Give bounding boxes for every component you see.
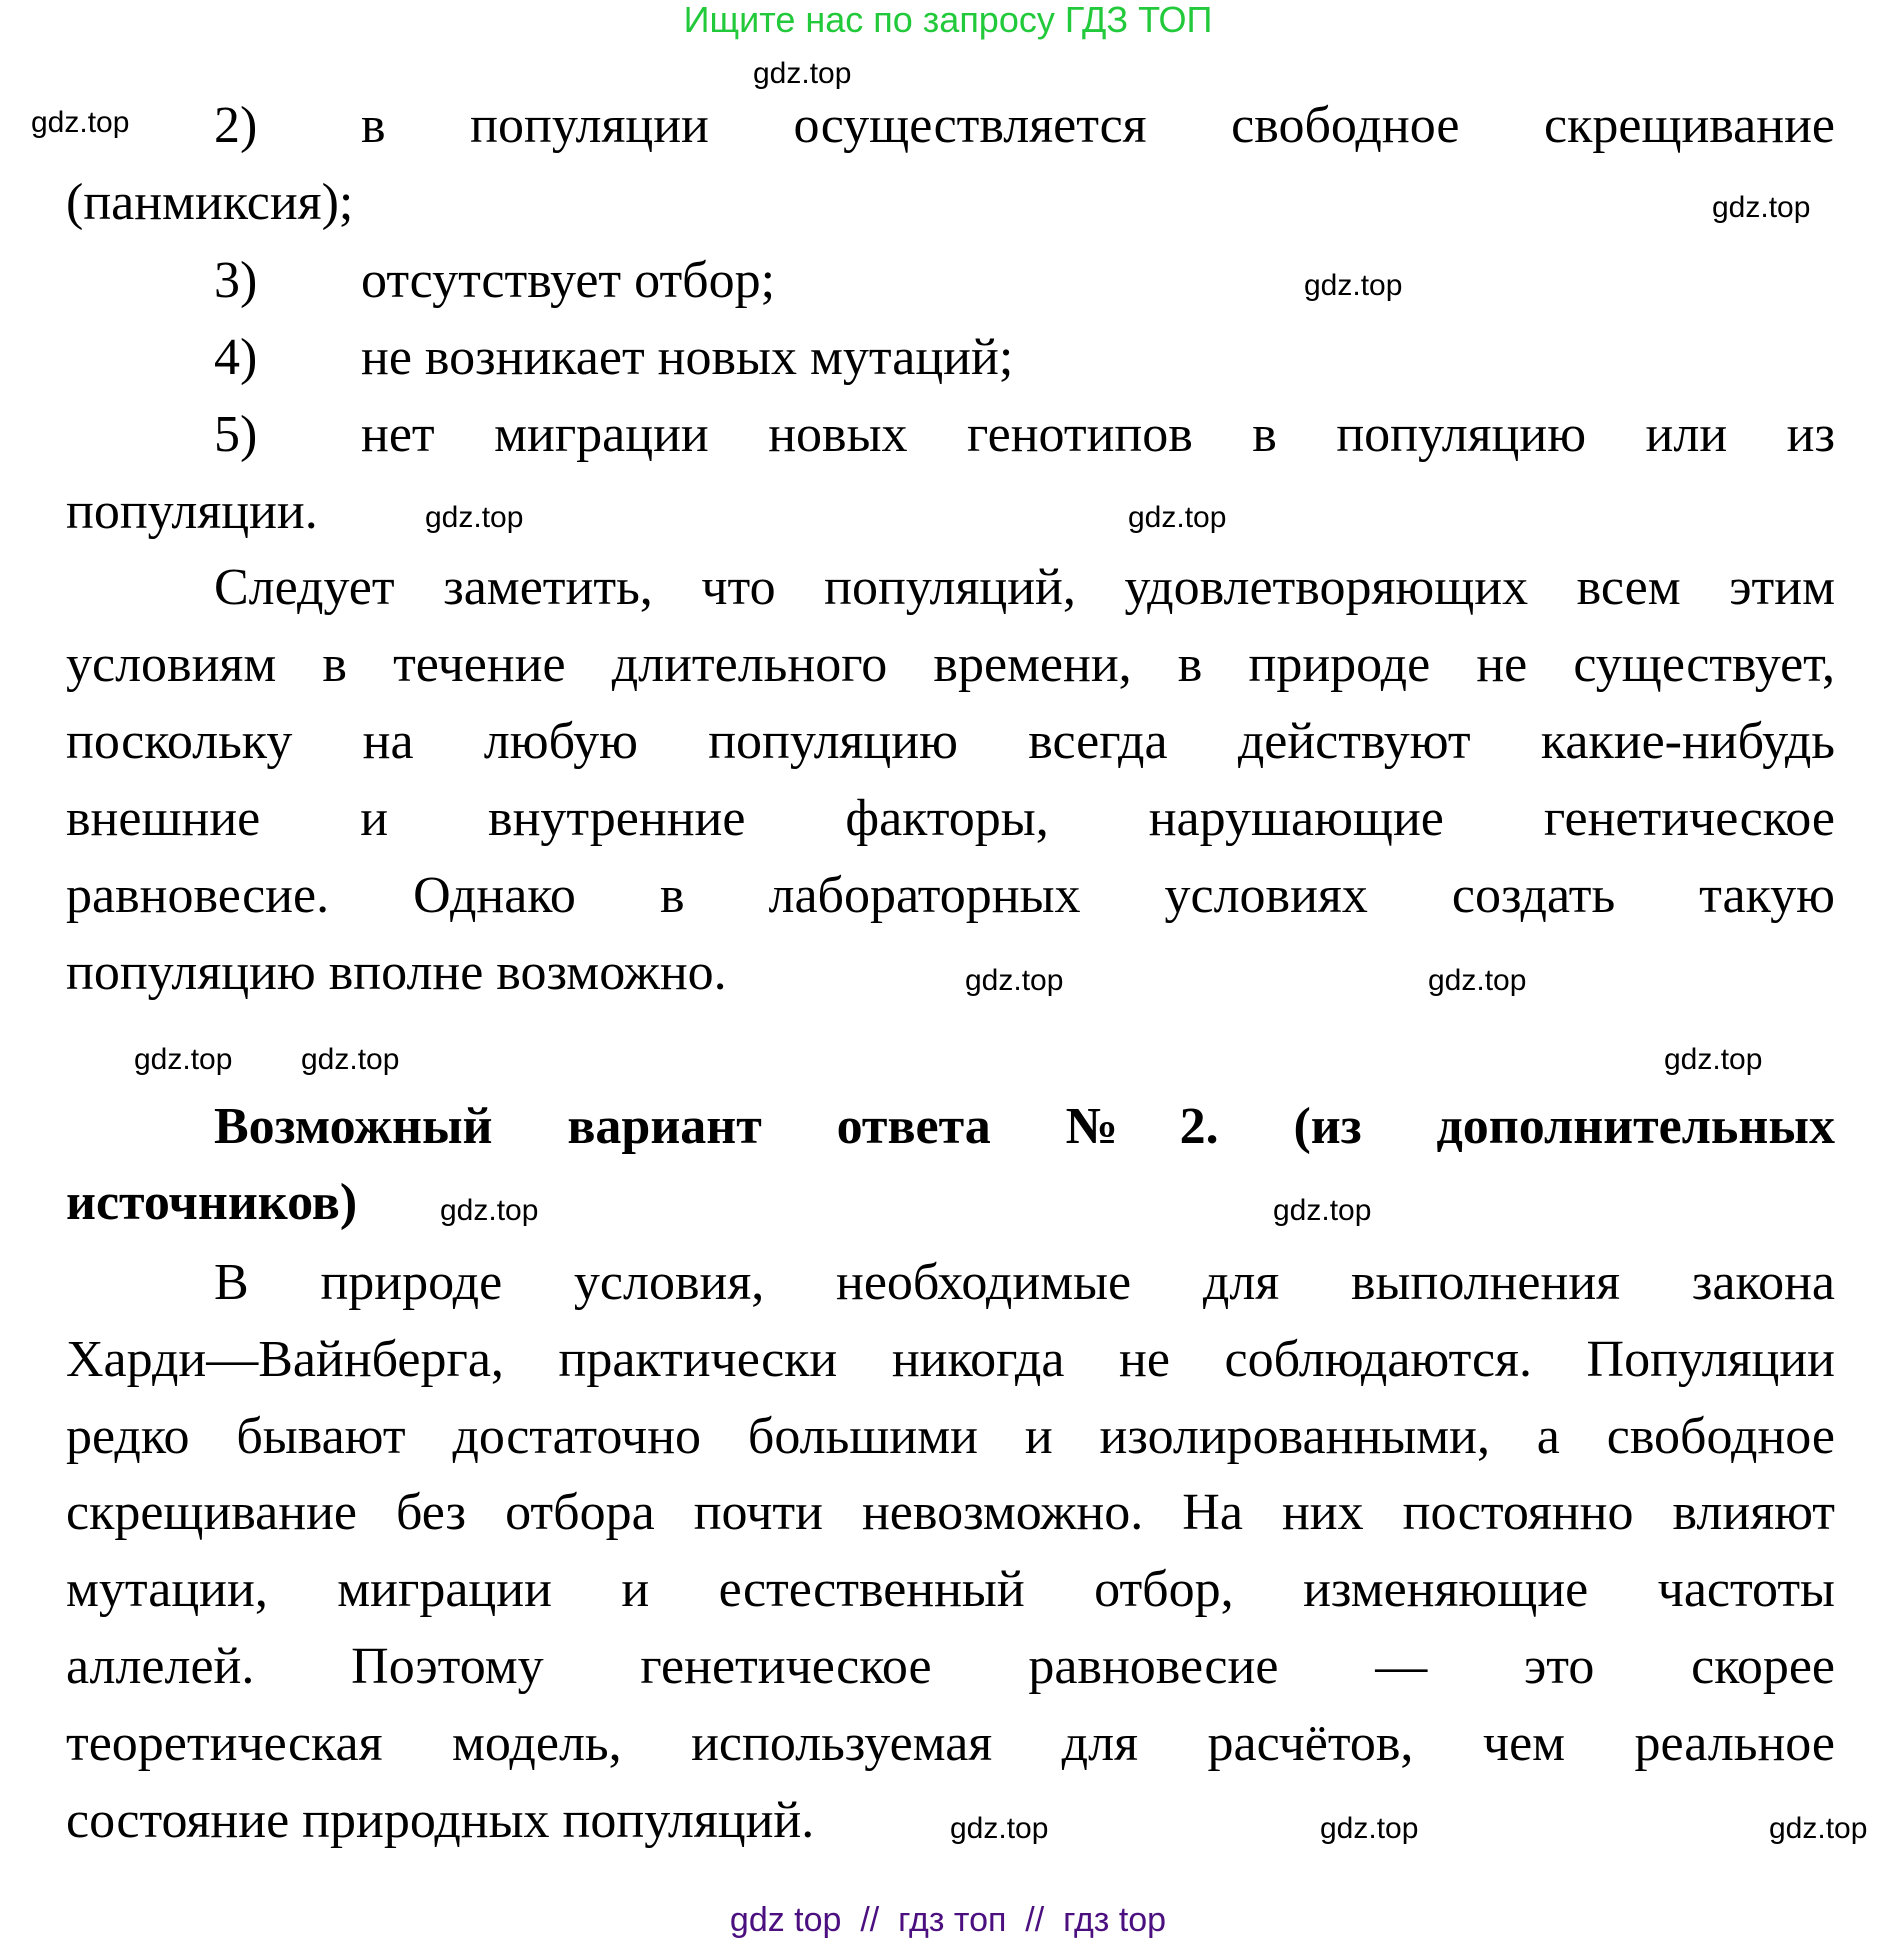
text: редко бывают достаточно большими и изолированными, а свободное [66, 1408, 1835, 1465]
text: Следует заметить, что популяций, удовлетворяющих всем этим [214, 559, 1835, 616]
list-item-2 [66, 96, 1835, 173]
list-item-2-cont [66, 173, 1835, 250]
paragraph-line [66, 866, 1835, 943]
paragraph-line [66, 558, 1835, 635]
text: состояние природных популяций. [66, 1792, 815, 1849]
watermark: gdz.top [1769, 1812, 1868, 1845]
section-heading [66, 1097, 1835, 1174]
text: теоретическая модель, используемая для расчётов, чем реальное [66, 1715, 1835, 1772]
list-text: не возникает новых мутаций; [361, 329, 1014, 386]
text: мутации, миграции и естественный отбор, изменяющие частоты [66, 1561, 1835, 1618]
section-heading-cont [66, 1173, 1835, 1250]
text: внешние и внутренние факторы, нарушающие генетическое [66, 790, 1835, 847]
heading-text: источников) [66, 1174, 358, 1231]
paragraph-line [66, 789, 1835, 866]
watermark: gdz.top [31, 106, 130, 139]
search-banner: Ищите нас по запросу ГДЗ ТОП [683, 0, 1213, 40]
watermark: gdz.top [753, 57, 852, 90]
paragraph-line [66, 1483, 1835, 1560]
list-number: 3) [214, 252, 258, 309]
paragraph-line [66, 635, 1835, 712]
watermark: gdz.top [134, 1043, 233, 1076]
watermark: gdz.top [301, 1043, 400, 1076]
watermark: gdz.top [1320, 1812, 1419, 1845]
list-text: отсутствует отбор; [361, 252, 776, 309]
heading-text: Возможный вариант ответа №2. (из дополнительных [214, 1098, 1835, 1155]
watermark: gdz.top [1273, 1194, 1372, 1227]
watermark: gdz.top [1712, 191, 1811, 224]
list-item-5 [66, 405, 1835, 482]
text: популяцию вполне возможно. [66, 944, 727, 1001]
paragraph-line [66, 1560, 1835, 1637]
list-item-4 [66, 328, 1835, 405]
paragraph-line [66, 943, 1835, 1020]
list-number: 5) [214, 406, 258, 463]
watermark: gdz.top [425, 501, 524, 534]
text: равновесие. Однако в лабораторных условиях создать такую [66, 867, 1835, 924]
watermark: gdz.top [950, 1812, 1049, 1845]
watermark: gdz.top [965, 964, 1064, 997]
paragraph-line [66, 712, 1835, 789]
watermark: gdz.top [1128, 501, 1227, 534]
list-text: (панмиксия); [66, 174, 354, 231]
paragraph-line [66, 1330, 1835, 1407]
paragraph-line [66, 1253, 1835, 1330]
text: скрещивание без отбора почти невозможно. На них постоянно влияют [66, 1484, 1835, 1541]
watermark: gdz.top [440, 1194, 539, 1227]
list-text: популяции. [66, 483, 318, 540]
list-item-5-cont [66, 482, 1835, 559]
list-number: 2) [214, 97, 258, 154]
text: Харди—Вайнберга, практически никогда не соблюдаются. Популяции [66, 1331, 1835, 1388]
watermark: gdz.top [1664, 1043, 1763, 1076]
text: условиям в течение длительного времени, в природе не существует, [66, 636, 1835, 693]
text: поскольку на любую популяцию всегда действуют какие-нибудь [66, 713, 1835, 770]
paragraph-line [66, 1407, 1835, 1484]
watermark: gdz.top [1428, 964, 1527, 997]
paragraph-line [66, 1714, 1835, 1791]
text: В природе условия, необходимые для выполнения закона [214, 1254, 1835, 1311]
list-text: нет миграции новых генотипов в популяцию или из [361, 406, 1835, 463]
paragraph-line [66, 1637, 1835, 1714]
list-text: в популяции осуществляется свободное скрещивание [361, 97, 1835, 154]
footer-links: gdz top // гдз топ // гдз top [729, 1901, 1167, 1939]
text: аллелей. Поэтому генетическое равновесие — это скорее [66, 1638, 1835, 1695]
watermark: gdz.top [1304, 269, 1403, 302]
list-item-3 [66, 251, 1835, 328]
list-number: 4) [214, 329, 258, 386]
